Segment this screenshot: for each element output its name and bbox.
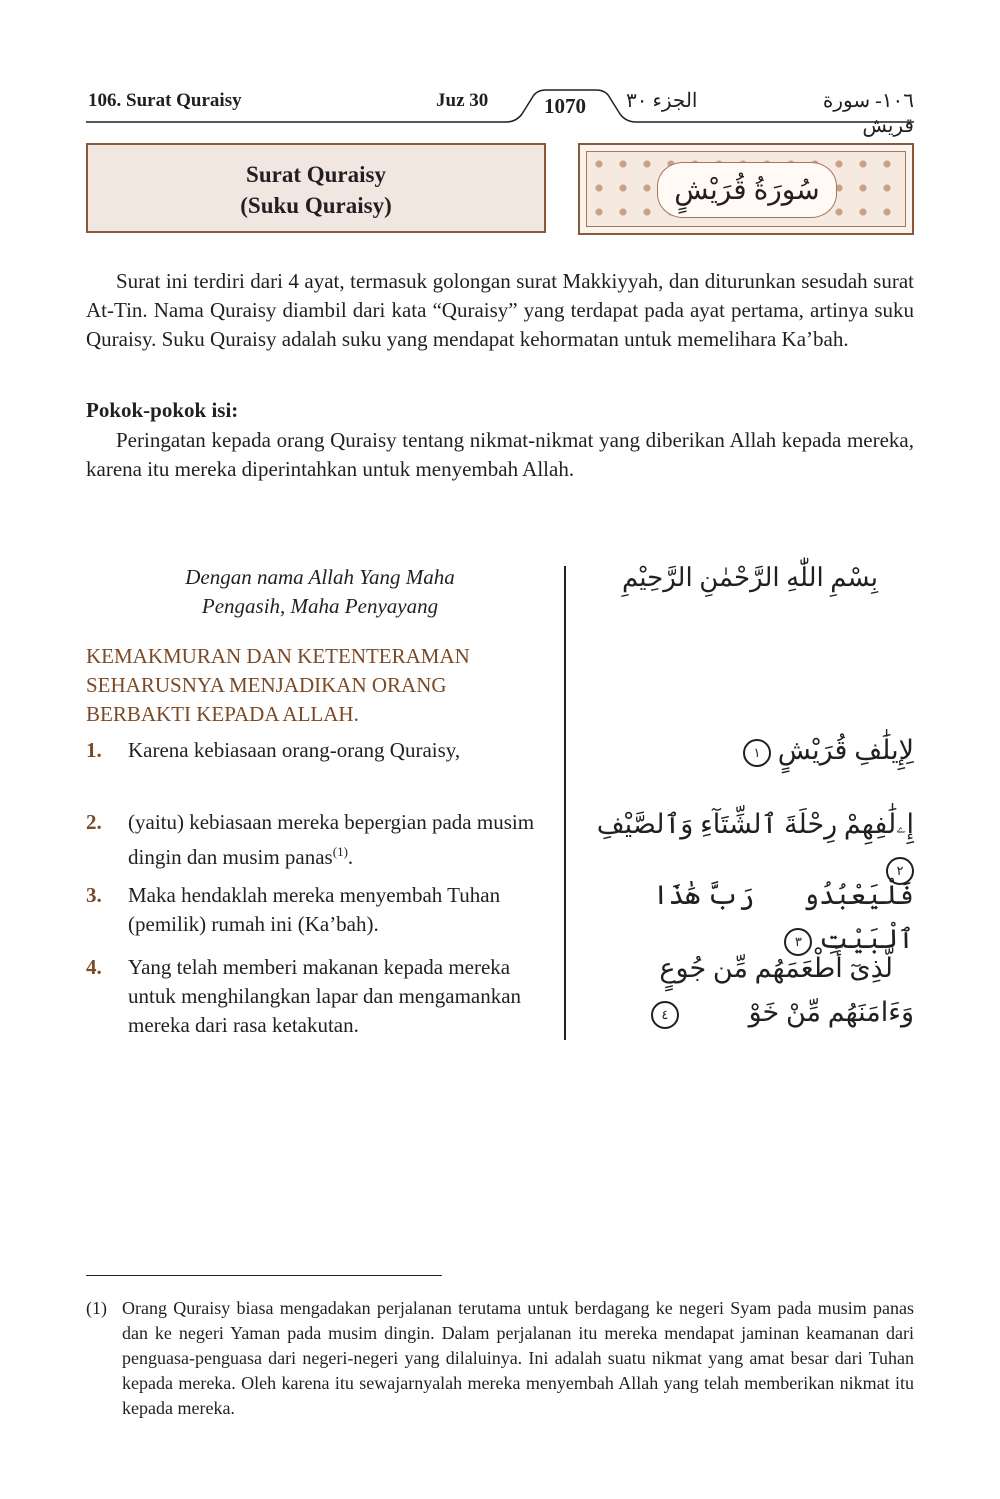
header-surah-label: 106. Surat Quraisy <box>88 90 242 111</box>
verse-translation <box>86 808 556 872</box>
surah-title: Surat Quraisy <box>246 162 386 187</box>
ayah-end-marker-icon: ٢ <box>886 857 914 885</box>
header-juz-label: Juz 30 <box>436 90 489 111</box>
ayah-end-marker-icon: ١ <box>743 739 771 767</box>
ayah-end-marker-icon: ٤ <box>651 1001 679 1029</box>
footnote-reference[interactable]: (1) <box>332 844 348 859</box>
header-juz-arabic: الجزء ٣٠ <box>626 90 698 112</box>
surah-ornament-box <box>578 143 914 235</box>
column-divider <box>564 566 566 1040</box>
verse-translation <box>86 736 556 765</box>
basmalah-line-1: Dengan nama Allah Yang Maha <box>185 565 455 589</box>
basmalah-translation <box>120 563 520 621</box>
verse-number: 4. <box>86 955 102 979</box>
pokok-heading: Pokok-pokok isi: <box>86 398 239 422</box>
pokok-text: Peringatan kepada orang Quraisy tentang nikmat-nikmat yang diberikan Allah kepada mereka, karena itu mereka diperintahkan untuk menyembah Allah. <box>86 428 914 481</box>
verse-text: Yang telah memberi makanan kepada mereka untuk menghilangkan lapar dan mengamankan mereka dari rasa ketakutan. <box>128 955 522 1037</box>
basmalah-arabic: بِسْمِ اللّٰهِ الرَّحْمٰنِ الرَّحِيْمِ <box>621 563 879 592</box>
verse-text: (yaitu) kebiasaan mereka bepergian pada musim dingin dan musim panas <box>128 810 535 869</box>
verse-text-end: . <box>347 845 354 869</box>
intro-paragraph: Surat ini terdiri dari 4 ayat, termasuk golongan surat Makkiyyah, dan diturunkan sesudah surat At-Tin. Nama Quraisy diambil dari kata “Quraisy” yang terdapat pada ayat pertama, artinya suku Quraisy. Suku Quraisy adalah suku yang mendapat kehormatan untuk memelihara Ka’bah. <box>86 269 914 351</box>
verse-number: 3. <box>86 883 102 907</box>
footnote-number: (1) <box>86 1298 107 1318</box>
arabic-text: إِۦلَٰفِهِمْ رِحْلَةَ ٱلشِّتَآءِ وَٱلصَّيْفِ <box>596 809 914 839</box>
footnote-text: Orang Quraisy biasa mengadakan perjalanan terutama untuk berdagang ke negeri Syam pada musim panas dan ke negeri Yaman pada musim dingin. Dalam perjalanan itu mereka mendapat jaminan keamanan dari penguasa-penguasa dari negeri-negeri yang dilaluinya. Ini adalah suatu nikmat yang amat besar dari Tuhan kepada mereka. Oleh karena itu sewajarnyalah mereka menyembah Allah yang telah memberikan nikmat itu kepada mereka. <box>122 1298 914 1418</box>
ornament-pattern <box>586 151 906 227</box>
verse-number: 2. <box>86 810 102 834</box>
verse-text: Maka hendaklah mereka menyembah Tuhan (pemilik) rumah ini (Ka’bah). <box>128 883 501 936</box>
ayah-end-marker-icon: ٣ <box>784 928 812 956</box>
surah-title-box <box>86 143 546 233</box>
arabic-text: ٱلَّذِىٓ أَطْعَمَهُم مِّن جُوعٍ وَءَامَنَهُم مِّنْ خَوْفٍۭ <box>659 953 914 1027</box>
page-number: 1070 <box>544 94 586 118</box>
basmalah-line-2: Pengasih, Maha Penyayang <box>201 594 439 618</box>
verse-arabic <box>590 946 914 1034</box>
section-title: KEMAKMURAN DAN KETENTERAMAN SEHARUSNYA MENJADIKAN ORANG BERBAKTI KEPADA ALLAH. <box>86 644 470 726</box>
verse-translation <box>86 953 556 1040</box>
footnote-rule <box>86 1275 442 1276</box>
verse-arabic <box>590 728 914 772</box>
surah-subtitle: (Suku Quraisy) <box>240 193 392 218</box>
verse-text: Karena kebiasaan orang-orang Quraisy, <box>128 738 461 762</box>
header-surah-arabic: ١٠٦- سورة قريش <box>822 90 914 137</box>
surah-arabic-title: سُورَةُ قُرَيْشٍ <box>657 162 837 218</box>
arabic-text: فَلْيَعْبُدُوا۟ رَبَّ هَٰذَا ٱلْبَيْتِ <box>652 880 914 954</box>
verse-translation <box>86 881 556 939</box>
verse-number: 1. <box>86 738 102 762</box>
arabic-text: لِإِيلَٰفِ قُرَيْشٍ <box>777 735 914 765</box>
